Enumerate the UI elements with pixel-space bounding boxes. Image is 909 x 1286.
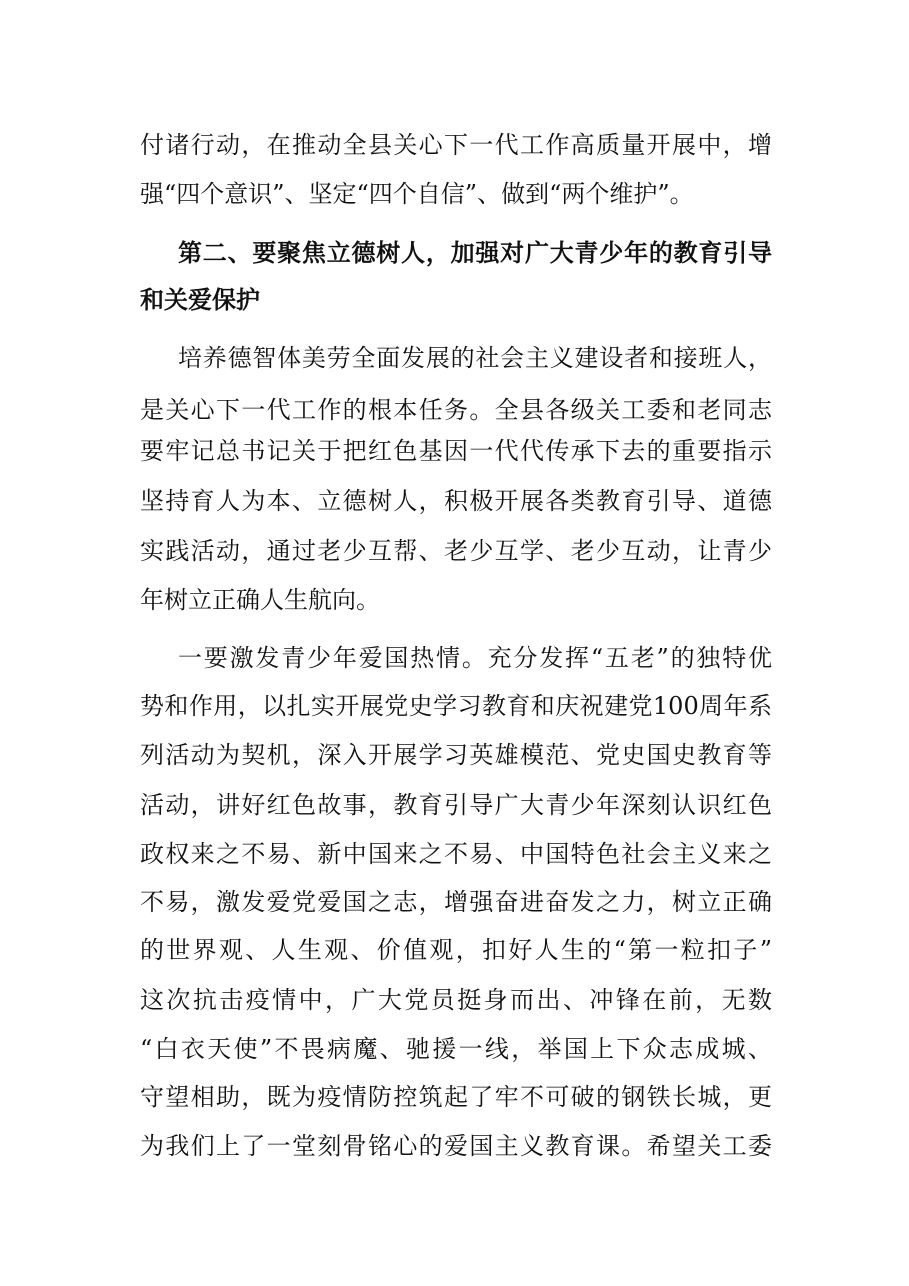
paragraph-line: 势和作用，以扎实开展党史学习教育和庆祝建党100周年系 bbox=[140, 692, 772, 720]
section-heading-line: 和关爱保护 bbox=[140, 286, 260, 314]
paragraph-line: 列活动为契机，深入开展学习英雄模范、党史国史教育等 bbox=[140, 741, 772, 769]
paragraph-line: 是关心下一代工作的根本任务。全县各级关工委和老同志 bbox=[140, 396, 772, 424]
paragraph-line: 不易，激发爱党爱国之志，增强奋进奋发之力，树立正确 bbox=[140, 888, 772, 916]
paragraph-line: 为我们上了一堂刻骨铭心的爱国主义教育课。希望关工委 bbox=[140, 1132, 772, 1160]
paragraph-line: 强“四个意识”、坚定“四个自信”、做到“两个维护”。 bbox=[140, 180, 694, 208]
section-heading-line: 第二、要聚焦立德树人，加强对广大青少年的教育引导 bbox=[178, 239, 772, 267]
paragraph-line: 政权来之不易、新中国来之不易、中国特色社会主义来之 bbox=[140, 840, 772, 868]
paragraph-line: “白衣天使”不畏病魔、驰援一线，举国上下众志成城、 bbox=[140, 1035, 772, 1063]
paragraph-line: 这次抗击疫情中，广大党员挺身而出、冲锋在前，无数 bbox=[140, 986, 772, 1014]
paragraph-line: 坚持育人为本、立德树人，积极开展各类教育引导、道德 bbox=[140, 487, 772, 515]
paragraph-line: 的世界观、人生观、价值观，扣好人生的“第一粒扣子” bbox=[140, 936, 772, 964]
paragraph-line: 实践活动，通过老少互帮、老少互学、老少互动，让青少 bbox=[140, 537, 772, 565]
paragraph-line: 培养德智体美劳全面发展的社会主义建设者和接班人， bbox=[178, 344, 772, 372]
paragraph-line: 付诸行动，在推动全县关心下一代工作高质量开展中，增 bbox=[140, 131, 772, 159]
paragraph-line: 一要激发青少年爱国热情。充分发挥“五老”的独特优 bbox=[178, 644, 772, 672]
paragraph-line: 年树立正确人生航向。 bbox=[140, 586, 380, 614]
paragraph-line: 要牢记总书记关于把红色基因一代代传承下去的重要指示 bbox=[140, 437, 772, 465]
paragraph-line: 活动，讲好红色故事，教育引导广大青少年深刻认识红色 bbox=[140, 791, 772, 819]
paragraph-line: 守望相助，既为疫情防控筑起了牢不可破的钢铁长城，更 bbox=[140, 1083, 772, 1111]
